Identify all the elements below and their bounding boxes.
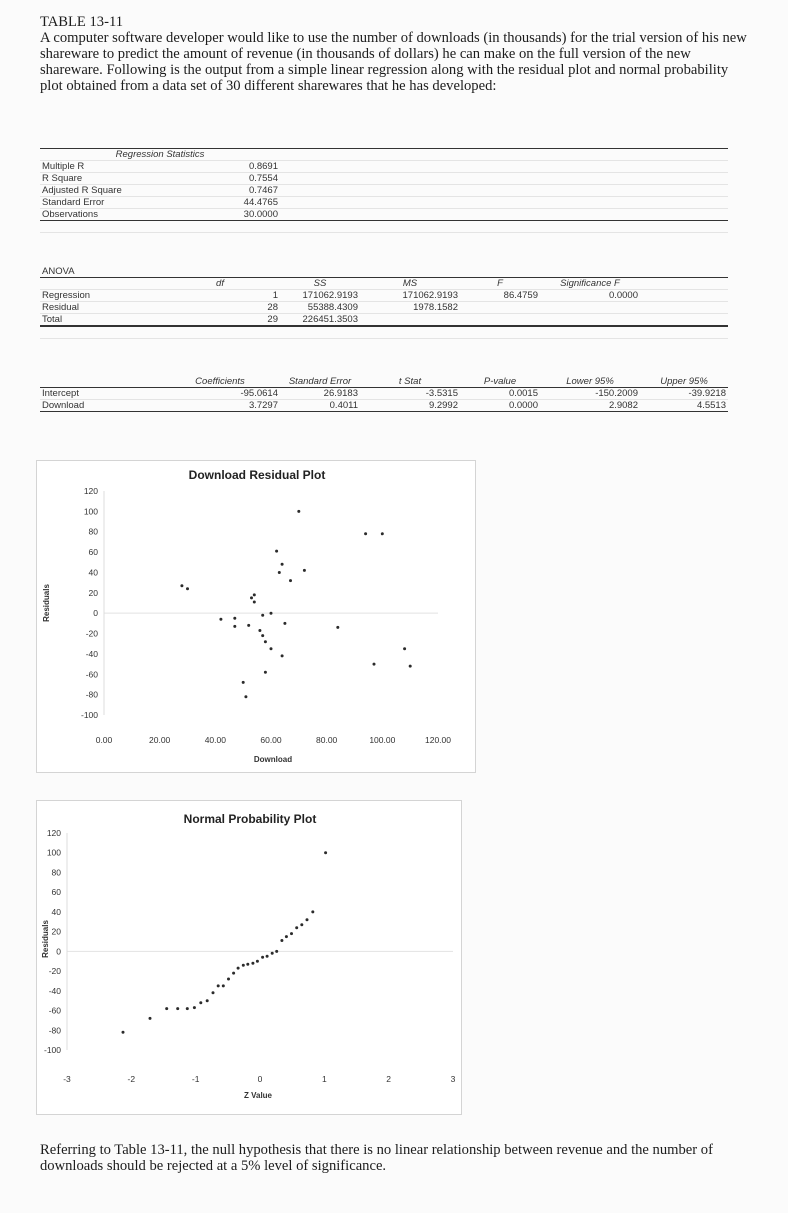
data-point xyxy=(261,634,264,637)
coef-header-upper: Upper 95% xyxy=(640,376,728,388)
x-tick-label: 20.00 xyxy=(149,735,171,745)
x-tick-label: 0.00 xyxy=(95,735,113,745)
anova-df: 1 xyxy=(160,290,280,302)
coef-header-t: t Stat xyxy=(360,376,460,388)
y-tick-label: -60 xyxy=(48,1005,61,1016)
coef-header-lower: Lower 95% xyxy=(540,376,640,388)
data-point xyxy=(253,593,256,596)
data-point xyxy=(261,956,264,959)
data-point xyxy=(270,647,273,650)
data-point xyxy=(270,612,273,615)
data-point xyxy=(242,964,245,967)
anova-ss: 171062.9193 xyxy=(280,290,360,302)
data-point xyxy=(122,1031,125,1034)
data-point xyxy=(176,1007,179,1010)
data-point xyxy=(233,617,236,620)
coef-t: 9.2992 xyxy=(360,400,460,412)
anova-ms: 171062.9193 xyxy=(360,290,460,302)
anova-sig: 0.0000 xyxy=(540,290,640,302)
anova-df: 28 xyxy=(160,302,280,314)
stat-value: 30.0000 xyxy=(160,209,280,221)
data-point xyxy=(285,935,288,938)
data-point xyxy=(206,999,209,1002)
stat-value: 0.7554 xyxy=(160,173,280,185)
stat-value: 0.7467 xyxy=(160,185,280,197)
data-point xyxy=(297,510,300,513)
x-tick-label: -1 xyxy=(191,1074,200,1084)
data-point xyxy=(165,1007,168,1010)
data-point xyxy=(261,614,264,617)
data-point xyxy=(264,671,267,674)
y-tick-label: -40 xyxy=(85,648,98,659)
y-tick-label: 80 xyxy=(88,526,98,537)
coef-se: 0.4011 xyxy=(280,400,360,412)
data-point xyxy=(373,663,376,666)
data-point xyxy=(246,963,249,966)
data-point xyxy=(219,618,222,621)
coef-lower: -150.2009 xyxy=(540,388,640,400)
table-title: TABLE 13-11 xyxy=(40,14,124,30)
y-tick-label: 120 xyxy=(46,828,61,838)
anova-header-sig: Significance F xyxy=(540,278,640,290)
coef-lower: 2.9082 xyxy=(540,400,640,412)
data-point xyxy=(253,601,256,604)
x-tick-label: 40.00 xyxy=(204,735,226,745)
data-point xyxy=(250,596,253,599)
coef-se: 26.9183 xyxy=(280,388,360,400)
intro-paragraph: A computer software developer would like to use the number of downloads (in thousands) for the trial version of his new shareware to predict the amount of revenue (in thousands of dollars) he can make on the full version of the new shareware. Following is the output from a simple linear regression along with the residual plot and normal probability plot obtained from a data set of 30 different sharewares that he has developed: xyxy=(40,30,747,94)
y-axis-title: Residuals xyxy=(42,584,51,622)
residual-plot-svg xyxy=(37,461,475,772)
x-tick-label: 3 xyxy=(450,1074,456,1084)
question-text: Referring to Table 13-11, the null hypothesis that there is no linear relationship between revenue and the number of downloads should be rejected at a 5% level of significance. xyxy=(40,1142,713,1174)
data-point xyxy=(266,955,269,958)
y-axis-title: Residuals xyxy=(41,920,50,958)
data-point xyxy=(247,624,250,627)
x-tick-label: -2 xyxy=(127,1074,136,1084)
data-point xyxy=(306,918,309,921)
x-tick-label: 1 xyxy=(321,1074,327,1084)
y-tick-label: 0 xyxy=(93,608,98,619)
data-point xyxy=(295,926,298,929)
anova-label: ANOVA xyxy=(40,266,160,278)
data-point xyxy=(364,532,367,535)
y-tick-label: -80 xyxy=(85,689,98,700)
stat-value: 44.4765 xyxy=(160,197,280,209)
coef-upper: -39.9218 xyxy=(640,388,728,400)
x-tick-label: 120.00 xyxy=(425,735,451,745)
stat-label: Standard Error xyxy=(40,197,160,209)
y-tick-label: 20 xyxy=(51,926,61,937)
anova-row-label: Regression xyxy=(40,290,160,302)
y-tick-label: -100 xyxy=(43,1045,61,1055)
coefficients-table xyxy=(40,376,728,412)
data-point xyxy=(271,952,274,955)
data-point xyxy=(149,1017,152,1020)
data-point xyxy=(227,978,230,981)
y-tick-label: -20 xyxy=(85,628,98,639)
y-tick-label: 60 xyxy=(88,547,98,558)
anova-df: 29 xyxy=(160,314,280,327)
stat-label: R Square xyxy=(40,173,160,185)
data-point xyxy=(186,587,189,590)
data-point xyxy=(212,991,215,994)
coef-p: 0.0000 xyxy=(460,400,540,412)
y-tick-label: 60 xyxy=(51,887,61,898)
x-axis-title: Download xyxy=(253,755,293,764)
x-axis-title: Z Value xyxy=(243,1091,273,1100)
data-point xyxy=(281,654,284,657)
data-point xyxy=(199,1001,202,1004)
data-point xyxy=(222,984,225,987)
stat-value: 0.8691 xyxy=(160,161,280,173)
data-point xyxy=(237,967,240,970)
data-point xyxy=(258,629,261,632)
data-point xyxy=(232,972,235,975)
data-point xyxy=(336,626,339,629)
regression-statistics-table xyxy=(40,148,728,233)
coef-header-coefficients: Coefficients xyxy=(160,376,280,388)
data-point xyxy=(311,910,314,913)
residual-plot xyxy=(36,460,476,773)
anova-ss: 55388.4309 xyxy=(280,302,360,314)
anova-header-ss: SS xyxy=(280,278,360,290)
x-tick-label: 0 xyxy=(257,1074,263,1084)
y-tick-label: 40 xyxy=(51,906,61,917)
anova-header-f: F xyxy=(460,278,540,290)
anova-row-label: Total xyxy=(40,314,160,327)
data-point xyxy=(281,563,284,566)
y-tick-label: 0 xyxy=(56,946,61,957)
anova-ms: 1978.1582 xyxy=(360,302,460,314)
anova-header-df: df xyxy=(160,278,280,290)
coef-header-se: Standard Error xyxy=(280,376,360,388)
normal-probability-plot xyxy=(36,800,462,1115)
data-point xyxy=(409,665,412,668)
data-point xyxy=(180,584,183,587)
coef-t: -3.5315 xyxy=(360,388,460,400)
y-tick-label: 120 xyxy=(83,486,98,496)
anova-ss: 226451.3503 xyxy=(280,314,360,327)
x-tick-label: 80.00 xyxy=(316,735,338,745)
stat-label: Observations xyxy=(40,209,160,221)
data-point xyxy=(381,532,384,535)
data-point xyxy=(275,550,278,553)
data-point xyxy=(278,571,281,574)
y-tick-label: -20 xyxy=(48,966,61,977)
anova-header-ms: MS xyxy=(360,278,460,290)
data-point xyxy=(283,622,286,625)
data-point xyxy=(290,932,293,935)
data-point xyxy=(256,960,259,963)
data-point xyxy=(193,1006,196,1009)
y-tick-label: -100 xyxy=(80,710,98,720)
anova-f: 86.4759 xyxy=(460,290,540,302)
x-tick-label: 60.00 xyxy=(260,735,282,745)
data-point xyxy=(217,984,220,987)
y-tick-label: -80 xyxy=(48,1025,61,1036)
data-point xyxy=(280,939,283,942)
coef-value: 3.7297 xyxy=(160,400,280,412)
coef-value: -95.0614 xyxy=(160,388,280,400)
x-tick-label: 100.00 xyxy=(369,735,396,745)
data-point xyxy=(244,695,247,698)
x-tick-label: -3 xyxy=(63,1074,71,1084)
data-point xyxy=(289,579,292,582)
y-tick-label: 80 xyxy=(51,867,61,878)
coef-header-p: P-value xyxy=(460,376,540,388)
data-point xyxy=(275,950,278,953)
stat-label: Multiple R xyxy=(40,161,160,173)
data-point xyxy=(300,923,303,926)
anova-row-label: Residual xyxy=(40,302,160,314)
data-point xyxy=(186,1007,189,1010)
y-tick-label: 20 xyxy=(88,587,98,598)
chart-title: Normal Probability Plot xyxy=(183,812,317,826)
y-tick-label: 40 xyxy=(88,567,98,578)
data-point xyxy=(264,640,267,643)
y-tick-label: -60 xyxy=(85,669,98,680)
data-point xyxy=(242,681,245,684)
coef-row-label: Intercept xyxy=(40,388,160,400)
x-tick-label: 2 xyxy=(386,1074,392,1084)
y-tick-label: -40 xyxy=(48,985,61,996)
y-tick-label: 100 xyxy=(46,847,61,858)
coef-p: 0.0015 xyxy=(460,388,540,400)
normal-probability-plot-svg xyxy=(37,801,461,1114)
intro-block xyxy=(40,14,752,94)
data-point xyxy=(233,625,236,628)
y-tick-label: 100 xyxy=(83,506,98,517)
data-point xyxy=(403,647,406,650)
stat-label: Adjusted R Square xyxy=(40,185,160,197)
coef-row-label: Download xyxy=(40,400,160,412)
data-point xyxy=(251,962,254,965)
anova-table xyxy=(40,266,728,339)
chart-title: Download Residual Plot xyxy=(188,468,326,482)
data-point xyxy=(303,569,306,572)
coef-upper: 4.5513 xyxy=(640,400,728,412)
data-point xyxy=(324,851,327,854)
regression-statistics-header: Regression Statistics xyxy=(40,149,280,161)
